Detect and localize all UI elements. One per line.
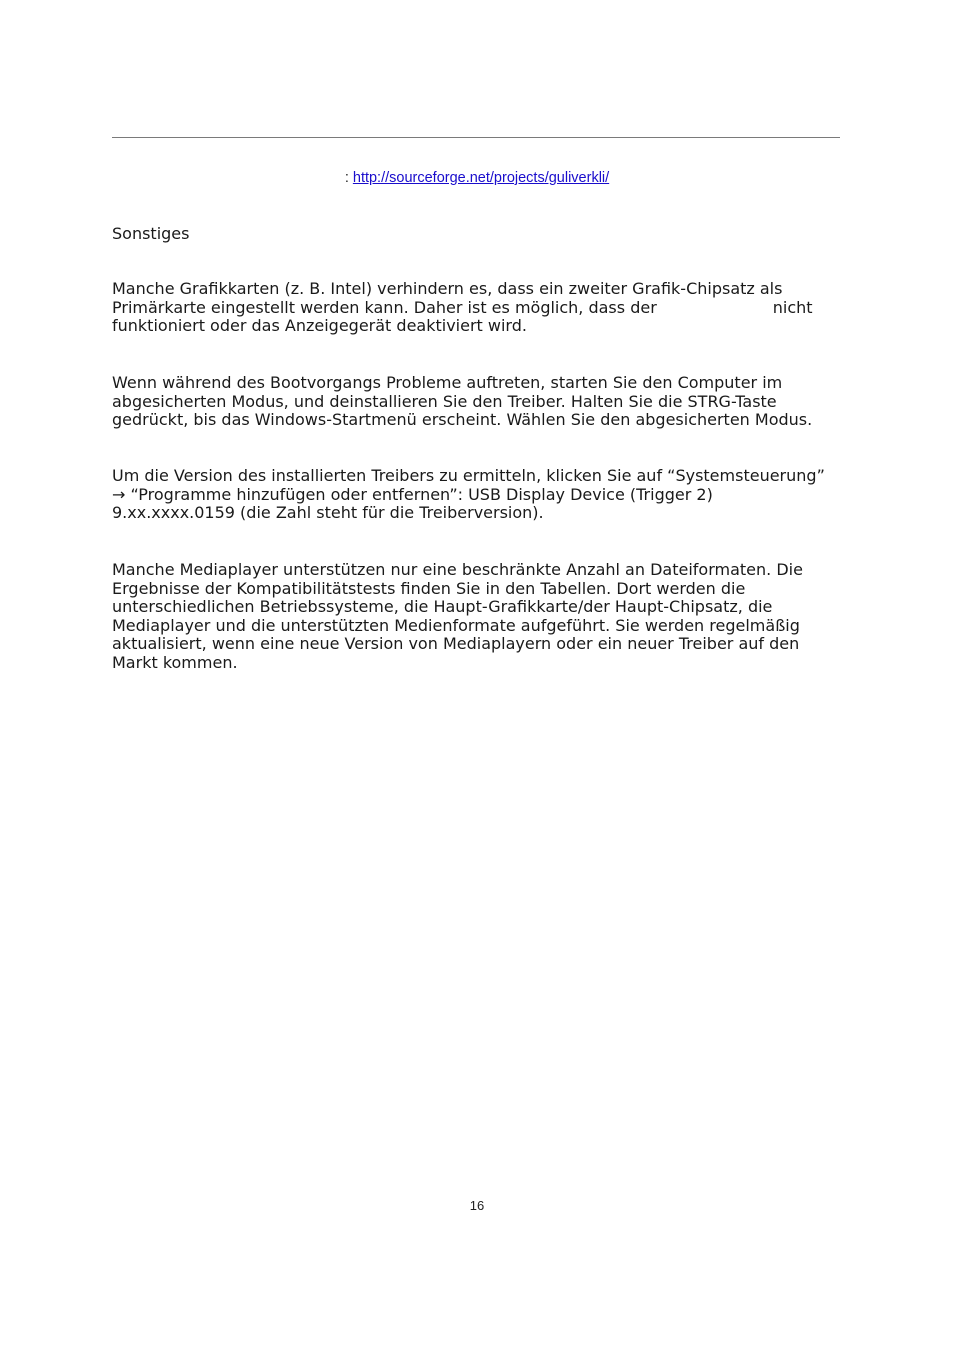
paragraph-line-part: Primärkarte eingestellt werden kann. Daher ist es möglich, dass der	[112, 297, 657, 317]
paragraph-media-players	[112, 561, 842, 673]
paragraph-line: unterschiedlichen Betriebssysteme, die Haupt-Grafikkarte/der Haupt-Chipsatz, die	[112, 597, 773, 617]
paragraph-line: Mediaplayer und die unterstützten Medienformate aufgeführt. Sie werden regelmäßig	[112, 615, 800, 635]
paragraph-line-part: nicht	[772, 297, 813, 317]
paragraph-line: Um die Version des installierten Treibers zu ermitteln, klicken Sie auf “Systemsteuerung”	[112, 466, 825, 485]
paragraph-driver-version	[112, 467, 842, 523]
sourceforge-link[interactable]: http://sourceforge.net/projects/guliverkli/	[352, 170, 610, 186]
source-line	[0, 168, 954, 188]
header-divider	[112, 137, 840, 138]
paragraph-line: Manche Mediaplayer unterstützen nur eine beschränkte Anzahl an Dateiformaten. Die	[112, 560, 803, 579]
source-prefix: :	[344, 170, 353, 186]
paragraph-boot-problems	[112, 374, 842, 430]
paragraph-line: Manche Grafikkarten (z. B. Intel) verhindern es, dass ein zweiter Grafik-Chipsatz als	[112, 279, 783, 298]
paragraph-graphics-cards	[112, 280, 842, 336]
paragraph-line: Markt kommen.	[112, 652, 238, 672]
paragraph-line: abgesicherten Modus, und deinstallieren Sie den Treiber. Halten Sie die STRG-Taste	[112, 391, 777, 411]
paragraph-line: Ergebnisse der Kompatibilitätstests finden Sie in den Tabellen. Dort werden die	[112, 578, 746, 598]
paragraph-line	[112, 299, 842, 318]
paragraph-line: gedrückt, bis das Windows-Startmenü erscheint. Wählen Sie den abgesicherten Modus.	[112, 410, 813, 430]
paragraph-line: aktualisiert, wenn eine neue Version von Mediaplayern oder ein neuer Treiber auf den	[112, 634, 800, 654]
page-number: 16	[469, 1198, 485, 1213]
paragraph-line: 9.xx.xxxx.0159 (die Zahl steht für die Treiberversion).	[112, 503, 544, 523]
paragraph-line: funktioniert oder das Anzeigegerät deaktiviert wird.	[112, 316, 527, 336]
paragraph-line: → “Programme hinzufügen oder entfernen”: USB Display Device (Trigger 2)	[112, 484, 713, 504]
section-title: Sonstiges	[112, 224, 190, 243]
paragraph-line: Wenn während des Bootvorgangs Probleme auftreten, starten Sie den Computer im	[112, 373, 783, 392]
